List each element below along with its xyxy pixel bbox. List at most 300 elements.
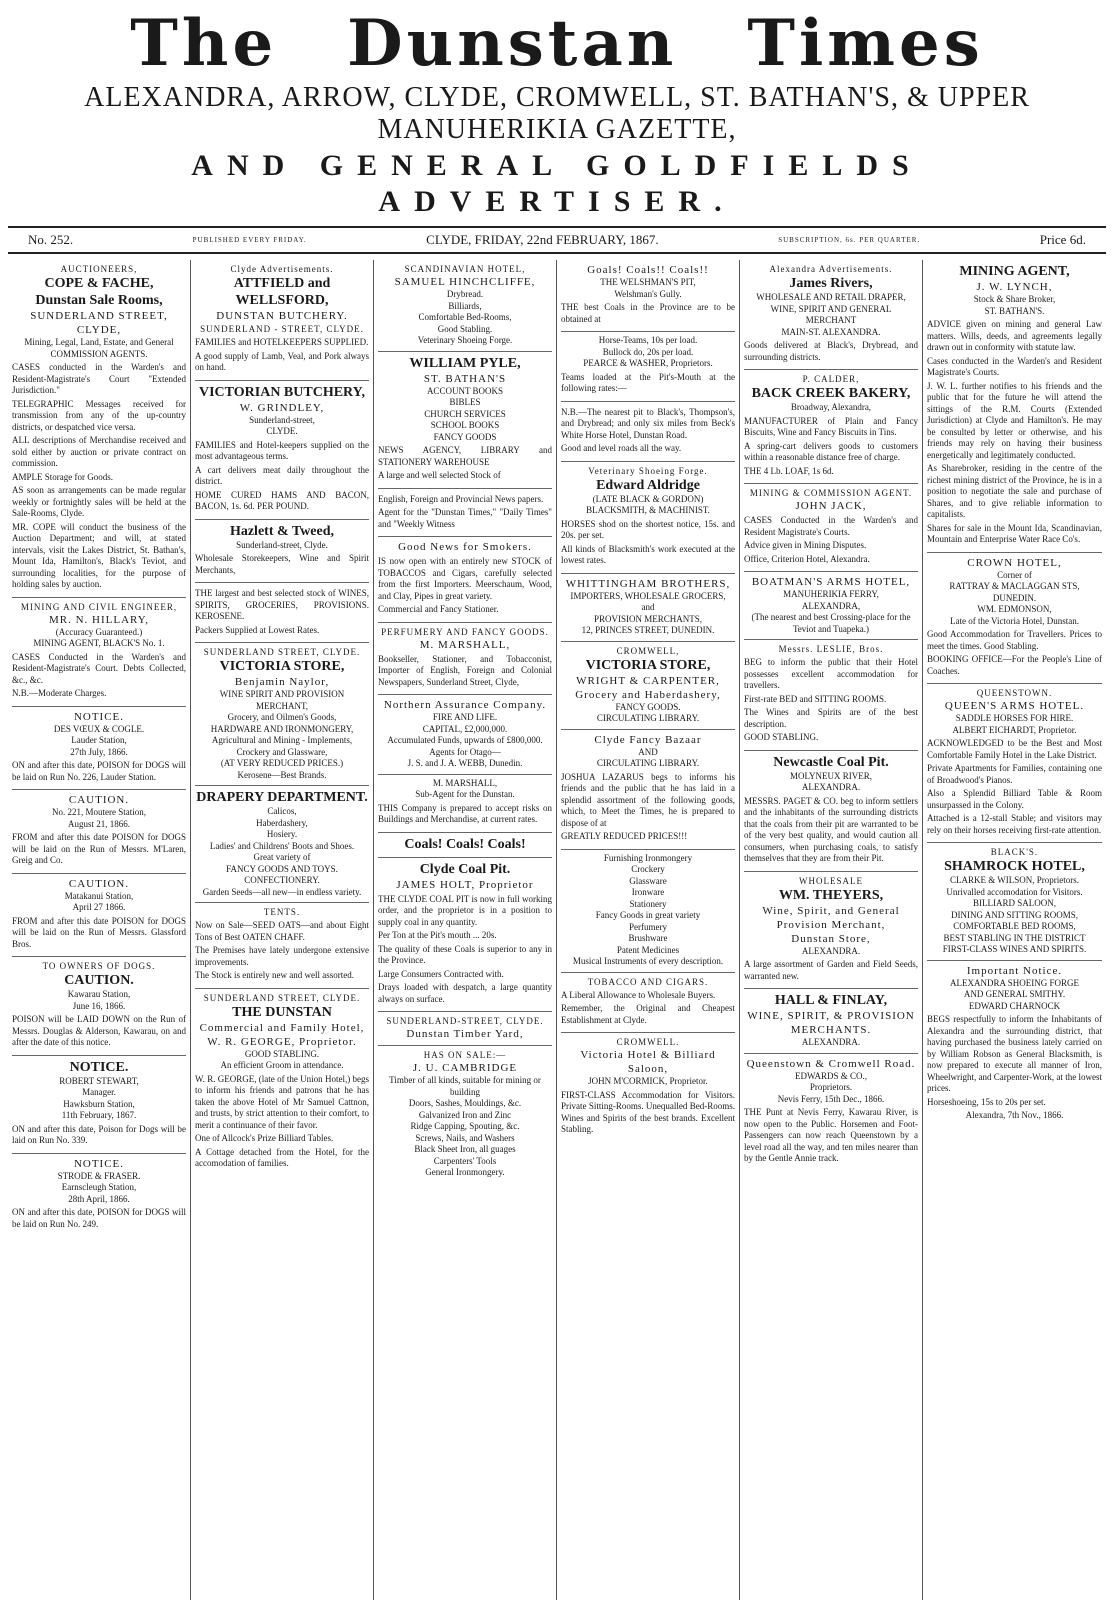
ad-paragraph: Also a Splendid Billiard Table & Room unsurpassed in the Colony. [927,788,1102,810]
ad-heading: ST. BATHAN'S [423,372,507,385]
ad-heading: SUNDERLAND STREET, CLYDE, [30,310,168,336]
ad-heading: TO OWNERS OF DOGS. [42,961,156,971]
ad-paragraph: The Stock is entirely new and well assorted. [195,970,354,980]
ad-paragraph: Good and level roads all the way. [561,443,682,453]
ad-heading: WM. THEYERS, [778,887,884,903]
ad-line: (LATE BLACK & GORDON) [592,493,704,504]
ad-heading: Clyde Fancy Bazaar [594,733,702,746]
ad-paragraph: ON and after this date, POISON for DOGS will be laid on Run No. 226, Lauder Station. [12,760,186,782]
ad-line: FIRST-CLASS WINES AND SPIRITS. [942,944,1087,954]
advertisement [744,260,918,370]
advertisement [378,833,552,858]
advertisement [927,260,1102,553]
price: Price 6d. [1039,232,1086,247]
ad-paragraph: ADVICE given on mining and general Law matters. Wills, deeds, and agreements legally drawn out in conformity with statute law. [927,319,1102,352]
ad-paragraph: Good Accommodation for Travellers. Prices to meet the times. Good Stabling. [927,629,1102,651]
ad-line: CAPITAL, £2,000,000. [422,723,508,734]
ad-heading: HALL & FINLAY, [774,993,888,1008]
ad-line: Perfumery [629,921,667,932]
ad-line: ST. BATHAN'S. [984,305,1045,316]
ad-line: ALEXANDRA, [801,600,861,611]
advertisement [378,352,552,489]
advertisement [378,775,552,833]
ad-line: BIBLES [449,397,481,407]
ad-heading: CAUTION. [64,973,134,988]
ad-line: ALEXANDRA. [801,782,861,792]
ad-line: SADDLE HORSES FOR HIRE. [955,713,1074,723]
masthead-subtitle-2: AND GENERAL GOLDFIELDS ADVERTISER. [191,149,923,218]
ad-line: MAIN-ST. ALEXANDRA. [781,326,881,337]
ad-line: IMPORTERS, WHOLESALE GROCERS, [570,590,726,601]
ad-heading: Good News for Smokers. [398,541,532,553]
ad-line: Bullock do, 20s per load. [602,346,694,357]
ad-line: General Ironmongery. [425,1167,505,1177]
ad-paragraph: HOME CURED HAMS AND BACON, BACON, 1s. 6d. PER POUND. [195,489,369,511]
ad-heading: J. W. LYNCH, [976,281,1053,293]
advertisement [378,858,552,1013]
ad-line: COMFORTABLE BED ROOMS, [953,921,1076,931]
masthead-title [8,8,1106,80]
ad-heading: M. MARSHALL, [419,638,511,651]
ad-line: (AT VERY REDUCED PRICES.) [220,758,344,768]
ad-heading: WHOLESALE [799,875,863,886]
ad-line: 11th February, 1867. [61,1110,137,1120]
ad-heading: TOBACCO AND CIGARS. [587,976,709,987]
ad-paragraph: Private Apartments for Families, containing one of Broadwood's Pianos. [927,763,1102,785]
ad-paragraph: A large and well selected Stock of [378,470,501,480]
ad-line: BEST STABLING IN THE DISTRICT [943,932,1086,943]
ad-paragraph: THE best Coals in the Province are to be obtained at [561,302,735,324]
ad-line: Kerosene—Best Brands. [237,769,327,780]
ad-paragraph: Large Consumers Contracted with. [378,968,504,979]
ad-line: Kawarau Station, [67,989,131,999]
ad-paragraph: IS now open with an entirely new STOCK of TOBACCOS and Cigars, carefully selected from the first Importers. Meerschaum, Wood, and Clay, Pipes in great variety. [378,556,552,601]
published-note: PUBLISHED EVERY FRIDAY. [192,236,307,244]
issue-number: No. 252. [28,232,74,247]
advertisement [195,520,369,584]
ad-line: PROVISION MERCHANTS, [593,613,702,624]
ad-paragraph: Shares for sale in the Mount Ida, Scandinavian, Mountain and Enterprise Water Race Co's. [927,522,1102,544]
ad-line: 12, PRINCES STREET, DUNEDIN. [581,625,715,635]
ad-paragraph: Office, Criterion Hotel, Alexandra. [744,553,870,564]
ad-paragraph: Remember, the Original and Cheapest Establishment at Clyde. [561,1003,735,1025]
ad-paragraph: Packers Supplied at Lowest Rates. [195,624,320,635]
ad-heading: Dunstan Store, [791,932,871,945]
ad-line: Stationery [629,898,667,909]
subscription-note: SUBSCRIPTION, 6s. PER QUARTER. [778,236,921,244]
advertisement [744,484,918,572]
ad-paragraph: BEGS respectfully to inform the Inhabitants of Alexandra and the surrounding district, that having purchased the business lately carried on by William Robson as General Blacksmith, is now prepared to execute all manner of Iron, Wheelwright, and Carpenter-Work, at the lowest prices. [927,1014,1102,1093]
advertisement [378,537,552,623]
ad-heading: MINING AGENT, [959,264,1070,279]
ad-heading: W. R. GEORGE, Proprietor. [207,1035,357,1048]
advertisement [195,643,369,786]
ad-line: BILLIARD SALOON, [973,898,1056,908]
ad-heading: WILLIAM PYLE, [409,355,521,371]
ad-paragraph: A cart delivers meat daily throughout the district. [195,464,369,486]
advertisement [378,260,552,352]
ad-line: Crockery and Glassware, [236,746,328,757]
ad-line: (The nearest and best Crossing-place for the Teviot and Tuapeka.) [751,612,911,634]
advertisement [12,874,186,958]
ad-paragraph: CASES conducted in the Warden's and Resident-Magistrate's Court "Extended Jurisdiction." [12,362,186,395]
ad-heading: VICTORIAN BUTCHERY, [199,384,365,400]
advertisement [561,260,735,332]
ad-line: June 16, 1866. [72,1000,126,1011]
advertisement [12,1154,186,1237]
ad-line: Great variety of [253,852,311,862]
ad-paragraph: THE Punt at Nevis Ferry, Kawarau River, is now open to the Public. Horsemen and Foot-Passengers can now reach Queenstown by a level road all the way, and ten miles nearer than by the Gentle Annie track. [744,1107,918,1163]
ad-heading: ATTFIELD and WELLSFORD, [233,276,331,308]
masthead-word-times: Times [747,6,984,81]
ad-line: ALEXANDRA SHOEING FORGE [949,977,1079,988]
ad-paragraph: THIS Company is prepared to accept risks on Buildings and Merchandise, at current rates. [378,802,552,824]
ad-heading: DRAPERY DEPARTMENT. [196,790,368,805]
ad-paragraph: TELEGRAPHIC Messages received for transmission from any of the up-country districts, or despatched vice versa. [12,398,186,432]
ad-heading: VICTORIA STORE, [219,659,345,674]
ad-line: Accumulated Funds, upwards of £800,000. [387,735,543,745]
ad-line: PEARCE & WASHER, Proprietors. [583,358,713,368]
ad-line: AND [638,746,658,757]
ad-paragraph: CASES Conducted in the Warden's and Resident Magistrate's Courts. [744,515,918,537]
ad-paragraph: N.B.—Moderate Charges. [12,688,107,698]
ad-paragraph: A large assortment of Garden and Field Seeds, warranted new. [744,959,918,981]
ad-paragraph: ON and after this date, POISON for DOGS will be laid on Run No. 249. [12,1207,186,1229]
ad-paragraph: N.B.—The nearest pit to Black's, Thompson's, and Drybread; and only six miles from Beck's White Horse Hotel, Dunstan Road. [561,406,735,440]
ad-paragraph: MR. COPE will conduct the business of the Auction Department; and will, at stated intervals, visit the Lakes District, St. Bathan's, Mount Ida, Hamilton's, Black's Teviot, and surrounding localities, for the purpose of holding sales by auction. [12,521,186,589]
ad-heading: MINING AND CIVIL ENGINEER, [20,601,178,612]
ad-paragraph: A Liberal Allowance to Wholesale Buyers. [561,989,716,1000]
ad-heading: VICTORIA STORE, [585,657,711,673]
ad-paragraph: A Cottage detached from the Hotel, for the accomodation of families. [195,1146,369,1168]
advertisement [744,1054,918,1171]
advertisement [195,583,369,643]
advertisement [927,961,1102,1126]
advertisement [561,332,735,402]
ad-heading: Dunstan Timber Yard, [406,1028,524,1040]
ad-line: Hosiery. [266,829,298,839]
advertisement [561,850,735,973]
advertisement [195,786,369,903]
ad-paragraph: ALL descriptions of Merchandise received and sold either by auction or private contract on commission. [12,435,186,468]
ad-line: JOHN M'CORMICK, Proprietor. [588,1076,708,1086]
ad-heading: James Rivers, [789,276,873,291]
ad-line: ACCOUNT BOOKS [426,385,504,396]
ad-heading: NOTICE. [73,1157,125,1170]
column-4 [557,260,740,1600]
ad-paragraph: AS soon as arrangements can be made regular weekly or fortnightly sales will be held at the Sale-Rooms, Clyde. [12,485,186,518]
ad-heading: SCANDINAVIAN HOTEL, [404,264,526,274]
advertisement [744,572,918,640]
ad-line: Musical Instruments of every description. [572,956,724,966]
ad-line: Calicos, [267,806,297,816]
ad-line: RATTRAY & MACLAGGAN STS, [949,581,1080,591]
ad-paragraph: A good supply of Lamb, Veal, and Pork always on hand. [195,350,369,372]
advertisement-columns [8,260,1106,1600]
ad-line: FANCY GOODS. [615,701,681,712]
ad-line: Glassware [629,875,667,886]
advertisement [12,790,186,874]
ad-line: 27th July, 1866. [70,746,128,757]
ad-heading: Messrs. LESLIE, Bros. [778,644,884,654]
ad-paragraph: Attached is a 12-stall Stable; and visitors may rely on their horses receiving first-rate attention. [927,813,1102,835]
ad-line: WHOLESALE AND RETAIL DRAPER, [756,292,906,302]
ad-heading: Clyde Coal Pit. [419,861,511,877]
ad-line: CHURCH SERVICES [424,408,506,419]
ad-paragraph: Advice given in Mining Disputes. [744,540,867,550]
advertisement [744,640,918,751]
ad-paragraph: Cases conducted in the Warden's and Resident Magistrate's Courts. [927,355,1102,377]
ad-heading: TENTS. [263,907,301,917]
ad-heading: HAS ON SALE:— [423,1050,507,1060]
ad-line: M. MARSHALL, [432,777,498,788]
ad-paragraph: THE 4 Lb. LOAF, 1s 6d. [744,465,834,476]
ad-paragraph: Wholesale Storekeepers, Wine and Spirit Merchants, [195,553,369,575]
ad-heading: NOTICE. [73,710,125,723]
column-2 [191,260,374,1600]
ad-heading: CROMWELL. [616,1037,680,1047]
ad-line: Veterinary Shoeing Forge. [417,335,513,345]
column-3 [374,260,557,1600]
ad-paragraph: Drays loaded with despatch, a large quantity always on surface. [378,982,552,1004]
ad-paragraph: Per Ton at the Pit's mouth ... 20s. [378,930,497,940]
ad-paragraph: Goods delivered at Black's, Drybread, and surrounding districts. [744,340,918,362]
ad-line: Doors, Sashes, Mouldings, &c. [408,1098,522,1108]
dateline [8,226,1106,254]
ad-paragraph: J. W. L. further notifies to his friends and the public that for the future he will attend the sittings of the R.M. Courts (Extended Jurisdiction) at Clyde and Hamilton's. He may be consulted by letter or otherwise, and his friends may rely on having their business energetically and legitimately conducted. [927,380,1102,460]
ad-heading: CAUTION. [68,877,130,890]
ad-line: WINE SPIRIT AND PROVISION MERCHANT, [219,689,345,711]
ad-paragraph: THE CLYDE COAL PIT is now in full working order, and the proprietor is in a position to supply coal in any quantity. [378,893,552,927]
ad-heading: Coals! Coals! Coals! [404,836,526,852]
ad-line: AND GENERAL SMITHY. [963,989,1066,999]
ad-line: August 21, 1866. [67,818,130,829]
advertisement [12,957,186,1056]
masthead-subtitle: ALEXANDRA, ARROW, CLYDE, CROMWELL, ST. BATHAN'S, & UPPER MANUHERIKIA GAZETTE, [84,82,1030,145]
ad-line: Screws, Nails, and Washers [415,1132,515,1143]
ad-paragraph: MANUFACTURER of Plain and Fancy Biscuits, Wine and Fancy Biscuits in Tins. [744,415,918,437]
ad-heading: SUNDERLAND - STREET, CLYDE. [200,324,364,334]
ad-line: Brushware [628,933,668,943]
ad-heading: JOHN JACK, [795,500,867,512]
ad-paragraph: The Premises have lately undergone extensive improvements. [195,945,369,967]
ad-heading: CAUTION. [68,794,130,806]
ad-line: MOLYNEUX RIVER, [789,770,873,781]
ad-line: MERCHANT [805,315,857,325]
ad-line: Earnscleugh Station, [61,1182,137,1192]
ad-line: Matakanui Station, [64,890,134,901]
ad-heading: MR. N. HILLARY, [48,613,150,626]
column-6 [923,260,1106,1600]
ad-heading: Goals! Coals!! Coals!! [587,264,709,276]
ad-line: (Accuracy Guaranteed.) [55,626,143,637]
ad-paragraph: All kinds of Blacksmith's work executed at the lowest rates. [561,543,735,565]
ad-heading: DUNSTAN BUTCHERY. [216,310,348,322]
ad-paragraph: FIRST-CLASS Accommodation for Visitors. Private Sitting-Rooms. Unequalled Bed-Rooms. Wines and Spirits of the best brands. Excellent Stabling. [561,1089,735,1134]
ad-line: Stock & Share Broker, [973,294,1056,304]
advertisement [378,623,552,696]
ad-heading: NOTICE. [69,1059,129,1075]
ad-line: Carpenters' Tools [433,1155,497,1166]
ad-heading: COPE & FACHE, [44,276,154,291]
ad-paragraph: FROM and after this date POISON for DOGS will be laid on the Run of Messrs. M'Laren, Greig and Co. [12,832,186,865]
ad-heading: Hazlett & Tweed, [229,523,335,539]
ad-heading: WINE, SPIRIT, & PROVISION [747,1010,915,1022]
ad-line: DUNEDIN. [992,592,1037,603]
ad-line: Haberdashery, [256,817,308,828]
ad-paragraph: CASES Conducted in the Warden's and Resident-Magistrate's Court. Debts Collected, &c., &c. [12,651,186,685]
ad-line: Broadway, Alexandra, [790,402,872,412]
ad-line: Unrivalled accomodation for Visitors. [946,886,1083,897]
ad-line: DES VŒUX & COGLE. [53,723,145,734]
ad-paragraph: As Sharebroker, residing in the centre of the richest mining district of the Province, he is in a position to negotiate the sale and purchase of Shares, and to give reliable information to capitalists. [927,463,1102,519]
ad-line: Proprietors. [809,1082,853,1092]
ad-line: EDWARDS & CO., [794,1070,867,1081]
ad-heading: MINING & COMMISSION AGENT. [749,488,913,498]
ad-line: FIRE AND LIFE. [432,712,498,722]
ad-line: Welshman's Gully. [614,288,682,299]
ad-line: Timber of all kinds, suitable for mining or building [389,1075,541,1097]
ad-heading: JAMES HOLT, Proprietor [396,878,534,891]
advertisement [12,707,186,791]
ad-heading: Northern Assurance Company. [383,699,547,711]
advertisement [744,751,918,872]
advertisement [744,872,918,990]
ad-line: Agricultural and Mining - Implements, [211,735,353,745]
ad-line: Alexandra, 7th Nov., 1866. [965,1110,1064,1120]
ad-heading: Veterinary Shoeing Forge. [588,465,708,476]
ad-paragraph: GREATLY REDUCED PRICES!!! [561,831,688,841]
ad-heading: W. GRINDLEY, [239,401,325,414]
ad-line: GOOD STABLING. [244,1048,320,1059]
ad-line: FANCY GOODS AND TOYS. [226,863,338,874]
ad-heading: SAMUEL HINCHCLIFFE, [394,276,536,288]
ad-line: HARDWARE AND IRONMONGERY, [210,723,354,734]
ad-heading: Important Notice. [966,964,1063,977]
ad-paragraph: NEWS AGENCY, LIBRARY and STATIONERY WAREHOUSE [378,445,552,467]
ad-line: WINE, SPIRIT AND GENERAL [770,303,892,314]
ad-line: April 27 1866. [72,902,126,912]
ad-heading: Grocery and Haberdashery, [575,688,721,701]
advertisement [561,1033,735,1142]
ad-paragraph: A spring-cart delivers goods to customers within a reasonable distance free of charge. [744,440,918,462]
ad-line: Sub-Agent for the Dunstan. [415,789,515,799]
ad-line: ROBERT STEWART, [59,1075,139,1086]
ad-paragraph: FROM and after this date POISON for DOGS will be laid on the Run of Messrs. Glassford Bros. [12,915,186,949]
ad-heading: Clyde Advertisements. [230,264,334,274]
advertisement [561,402,735,462]
ad-heading: P. CALDER, [802,374,860,384]
ad-line: Galvanized Iron and Zinc [418,1109,512,1120]
ad-line: Drybread. [446,289,484,299]
advertisement [561,574,735,642]
ad-line: ALBERT EICHARDT, Proprietor. [952,724,1077,735]
advertisement [927,843,1102,961]
ad-line: Billiards, [448,300,482,311]
ad-line: COMMISSION AGENTS. [50,348,148,359]
ad-paragraph: FAMILIES and Hotel-keepers supplied on the most advantageous terms. [195,439,369,461]
ad-paragraph: FAMILIES and HOTELKEEPERS SUPPLIED. [195,337,369,347]
ad-heading: Dunstan Sale Rooms, [35,293,163,308]
ad-heading: QUEEN'S ARMS HOTEL. [944,700,1085,712]
ad-heading: BACK CREEK BAKERY, [751,386,911,401]
ad-paragraph: First-rate BED and SITTING ROOMS. [744,693,887,704]
ad-line: Garden Seeds—all new—in endless variety. [202,886,362,897]
ad-heading: CROMWELL, [616,645,680,656]
advertisement [744,370,918,484]
ad-heading: MERCHANTS. [790,1024,872,1036]
ad-line: CIRCULATING LIBRARY. [596,758,700,768]
ad-line: Manager. [82,1087,116,1097]
ad-heading: Newcastle Coal Pit. [773,754,889,770]
ad-heading: CROWN HOTEL, [967,556,1062,569]
ad-line: CLARKE & WILSON, Proprietors. [949,875,1080,885]
ad-paragraph: BEG to inform the public that their Hotel possesses excellent accommodation for travellers. [744,657,918,690]
ad-paragraph: The quality of these Coals is superior to any in the Province. [378,943,552,965]
ad-heading: Alexandra Advertisements. [769,264,893,274]
ad-paragraph: GOOD STABLING. [744,732,819,742]
ad-paragraph: W. R. GEORGE, (late of the Union Hotel,) begs to inform his friends and patrons that he has taken the above Hotel of Mr Samuel Cattnon, and trusts, by strict attention to their comfort, to merit a continuance of their favor. [195,1073,369,1130]
ad-line: Ridge Capping, Spouting, &c. [410,1121,520,1131]
ad-line: An efficient Groom in attendance. [220,1060,344,1070]
ad-heading: SUNDERLAND STREET, CLYDE. [203,992,361,1003]
ad-paragraph: Horseshoeing, 15s to 20s per set. [927,1096,1046,1107]
ad-line: MANUHERIKIA FERRY, [783,589,879,599]
advertisement [378,489,552,538]
advertisement [378,695,552,775]
ad-line: J. S. and J. A. WEBB, Dunedin. [407,758,523,768]
ad-line: CIRCULATING LIBRARY. [596,713,700,723]
advertisement [378,1046,552,1183]
ad-heading: BLACK'S. [990,847,1039,857]
ad-line: Sunderland-street, [249,414,315,425]
ad-line: Ironware [631,887,665,897]
advertisement [561,642,735,730]
ad-paragraph: Commercial and Fancy Stationer. [378,604,499,614]
ad-line: Nevis Ferry, 15th Dec., 1866. [777,1093,885,1104]
ad-heading: Wine, Spirit, and General Provision Merchant, [762,904,900,931]
ad-line: Furnishing Ironmongery [603,852,693,863]
ad-heading: QUEENSTOWN. [976,688,1053,698]
ad-line: Late of the Victoria Hotel, Dunstan. [949,615,1079,626]
ad-line: and [641,602,655,612]
ad-heading: Edward Aldridge [596,477,700,493]
ad-line: 28th April, 1866. [68,1193,130,1204]
ad-paragraph: THE largest and best selected stock of WINES, SPIRITS, GROCERIES, PROVISIONS. KEROSENE. [195,588,369,621]
ad-paragraph: ACKNOWLEDGED to be the Best and Most Comfortable Family Hotel in the Lake District. [927,738,1102,760]
ad-paragraph: Bookseller, Stationer, and Tobacconist, Importer of English, Foreign and Colonial Newspapers, Sunderland Street, Clyde, [378,653,552,687]
ad-line: CONFECTIONERY. [244,875,320,885]
ad-line: BLACKSMITH, & MACHINIST. [586,505,710,515]
ad-heading: THE DUNSTAN [232,1004,332,1020]
ad-line: No. 221, Moutere Station, [52,807,146,817]
ad-paragraph: BOOKING OFFICE—For the People's Line of Coaches. [927,654,1102,676]
ad-heading: WRIGHT & CARPENTER, [576,674,720,687]
ad-paragraph: One of Allcock's Prize Billiard Tables. [195,1133,334,1143]
advertisement [195,989,369,1176]
ad-paragraph: JOSHUA LAZARUS begs to informs his friends and the public that he has laid in a splendid assortment of the following goods, which, to Meet the Times, he is prepared to dispose of at [561,771,735,828]
ad-line: Agents for Otago— [429,746,501,757]
ad-line: Hawksburn Station, [63,1098,135,1109]
masthead-word-dunstan: Dunstan [347,6,678,81]
ad-line: Horse-Teams, 10s per load. [598,335,698,345]
advertisement [12,1056,186,1154]
ad-line: WM. EDMONSON, [977,604,1052,614]
ad-line: Sunderland-street, Clyde. [236,539,328,550]
ad-line: Black Sheet Iron, all guages [414,1144,516,1154]
ad-heading: J. U. CAMBRIDGE [412,1062,518,1074]
ad-paragraph: POISON will be LAID DOWN on the Run of Messrs. Douglas & Alderson, Kawarau, on and after the date of this notice. [12,1014,186,1047]
